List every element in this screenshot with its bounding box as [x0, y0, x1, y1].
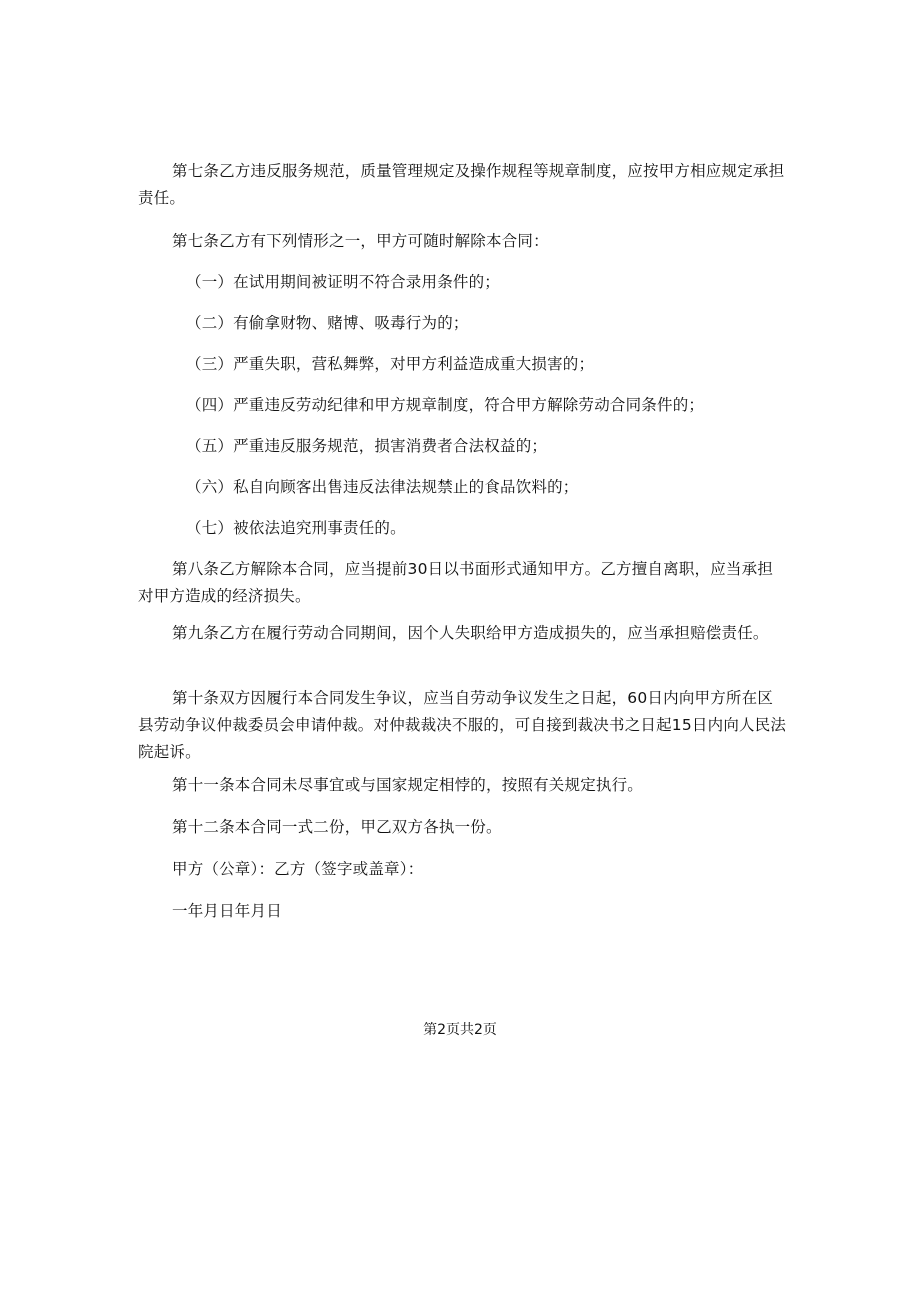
list-item-6: （六）私自向顾客出售违反法律法规禁止的食品饮料的； [186, 478, 579, 496]
list-item-7: （七）被依法追究刑事责任的。 [186, 519, 406, 537]
page-number-label: 第2页共2页 [423, 1022, 497, 1038]
list-item-3: （三）严重失职，营私舞弊，对甲方利益造成重大损害的； [186, 355, 595, 373]
article-7a-paragraph: 第七条乙方违反服务规范，质量管理规定及操作规程等规章制度，应按甲方相应规定承担责任。 [138, 162, 785, 207]
list-item-1: （一）在试用期间被证明不符合录用条件的； [186, 273, 501, 291]
article-7b-paragraph: 第七条乙方有下列情形之一，甲方可随时解除本合同： [172, 232, 549, 250]
list-item-5: （五）严重违反服务规范，损害消费者合法权益的； [186, 437, 548, 455]
list-item-4: （四）严重违反劳动纪律和甲方规章制度，符合甲方解除劳动合同条件的； [186, 396, 705, 414]
article-10-paragraph: 第十条双方因履行本合同发生争议，应当自劳动争议发生之日起，60日内向甲方所在区县劳动争议仲裁委员会申请仲裁。对仲裁裁决不服的，可自接到裁决书之日起15日内向人民法院起诉。 [138, 689, 787, 761]
article-9-paragraph: 第九条乙方在履行劳动合同期间，因个人失职给甲方造成损失的，应当承担赔偿责任。 [172, 624, 769, 642]
article-8-paragraph: 第八条乙方解除本合同，应当提前30日以书面形式通知甲方。乙方擅自离职，应当承担对甲方造成的经济损失。 [138, 560, 774, 605]
list-item-2: （二）有偷拿财物、赌博、吸毒行为的； [186, 314, 469, 332]
article-12-paragraph: 第十二条本合同一式二份，甲乙双方各执一份。 [172, 818, 502, 836]
article-11-paragraph: 第十一条本合同未尽事宜或与国家规定相悖的，按照有关规定执行。 [172, 776, 644, 794]
date-line: 一年月日年月日 [172, 902, 282, 920]
page-footer [0, 1020, 920, 1040]
signature-line: 甲方（公章）：乙方（签字或盖章）： [172, 860, 424, 878]
